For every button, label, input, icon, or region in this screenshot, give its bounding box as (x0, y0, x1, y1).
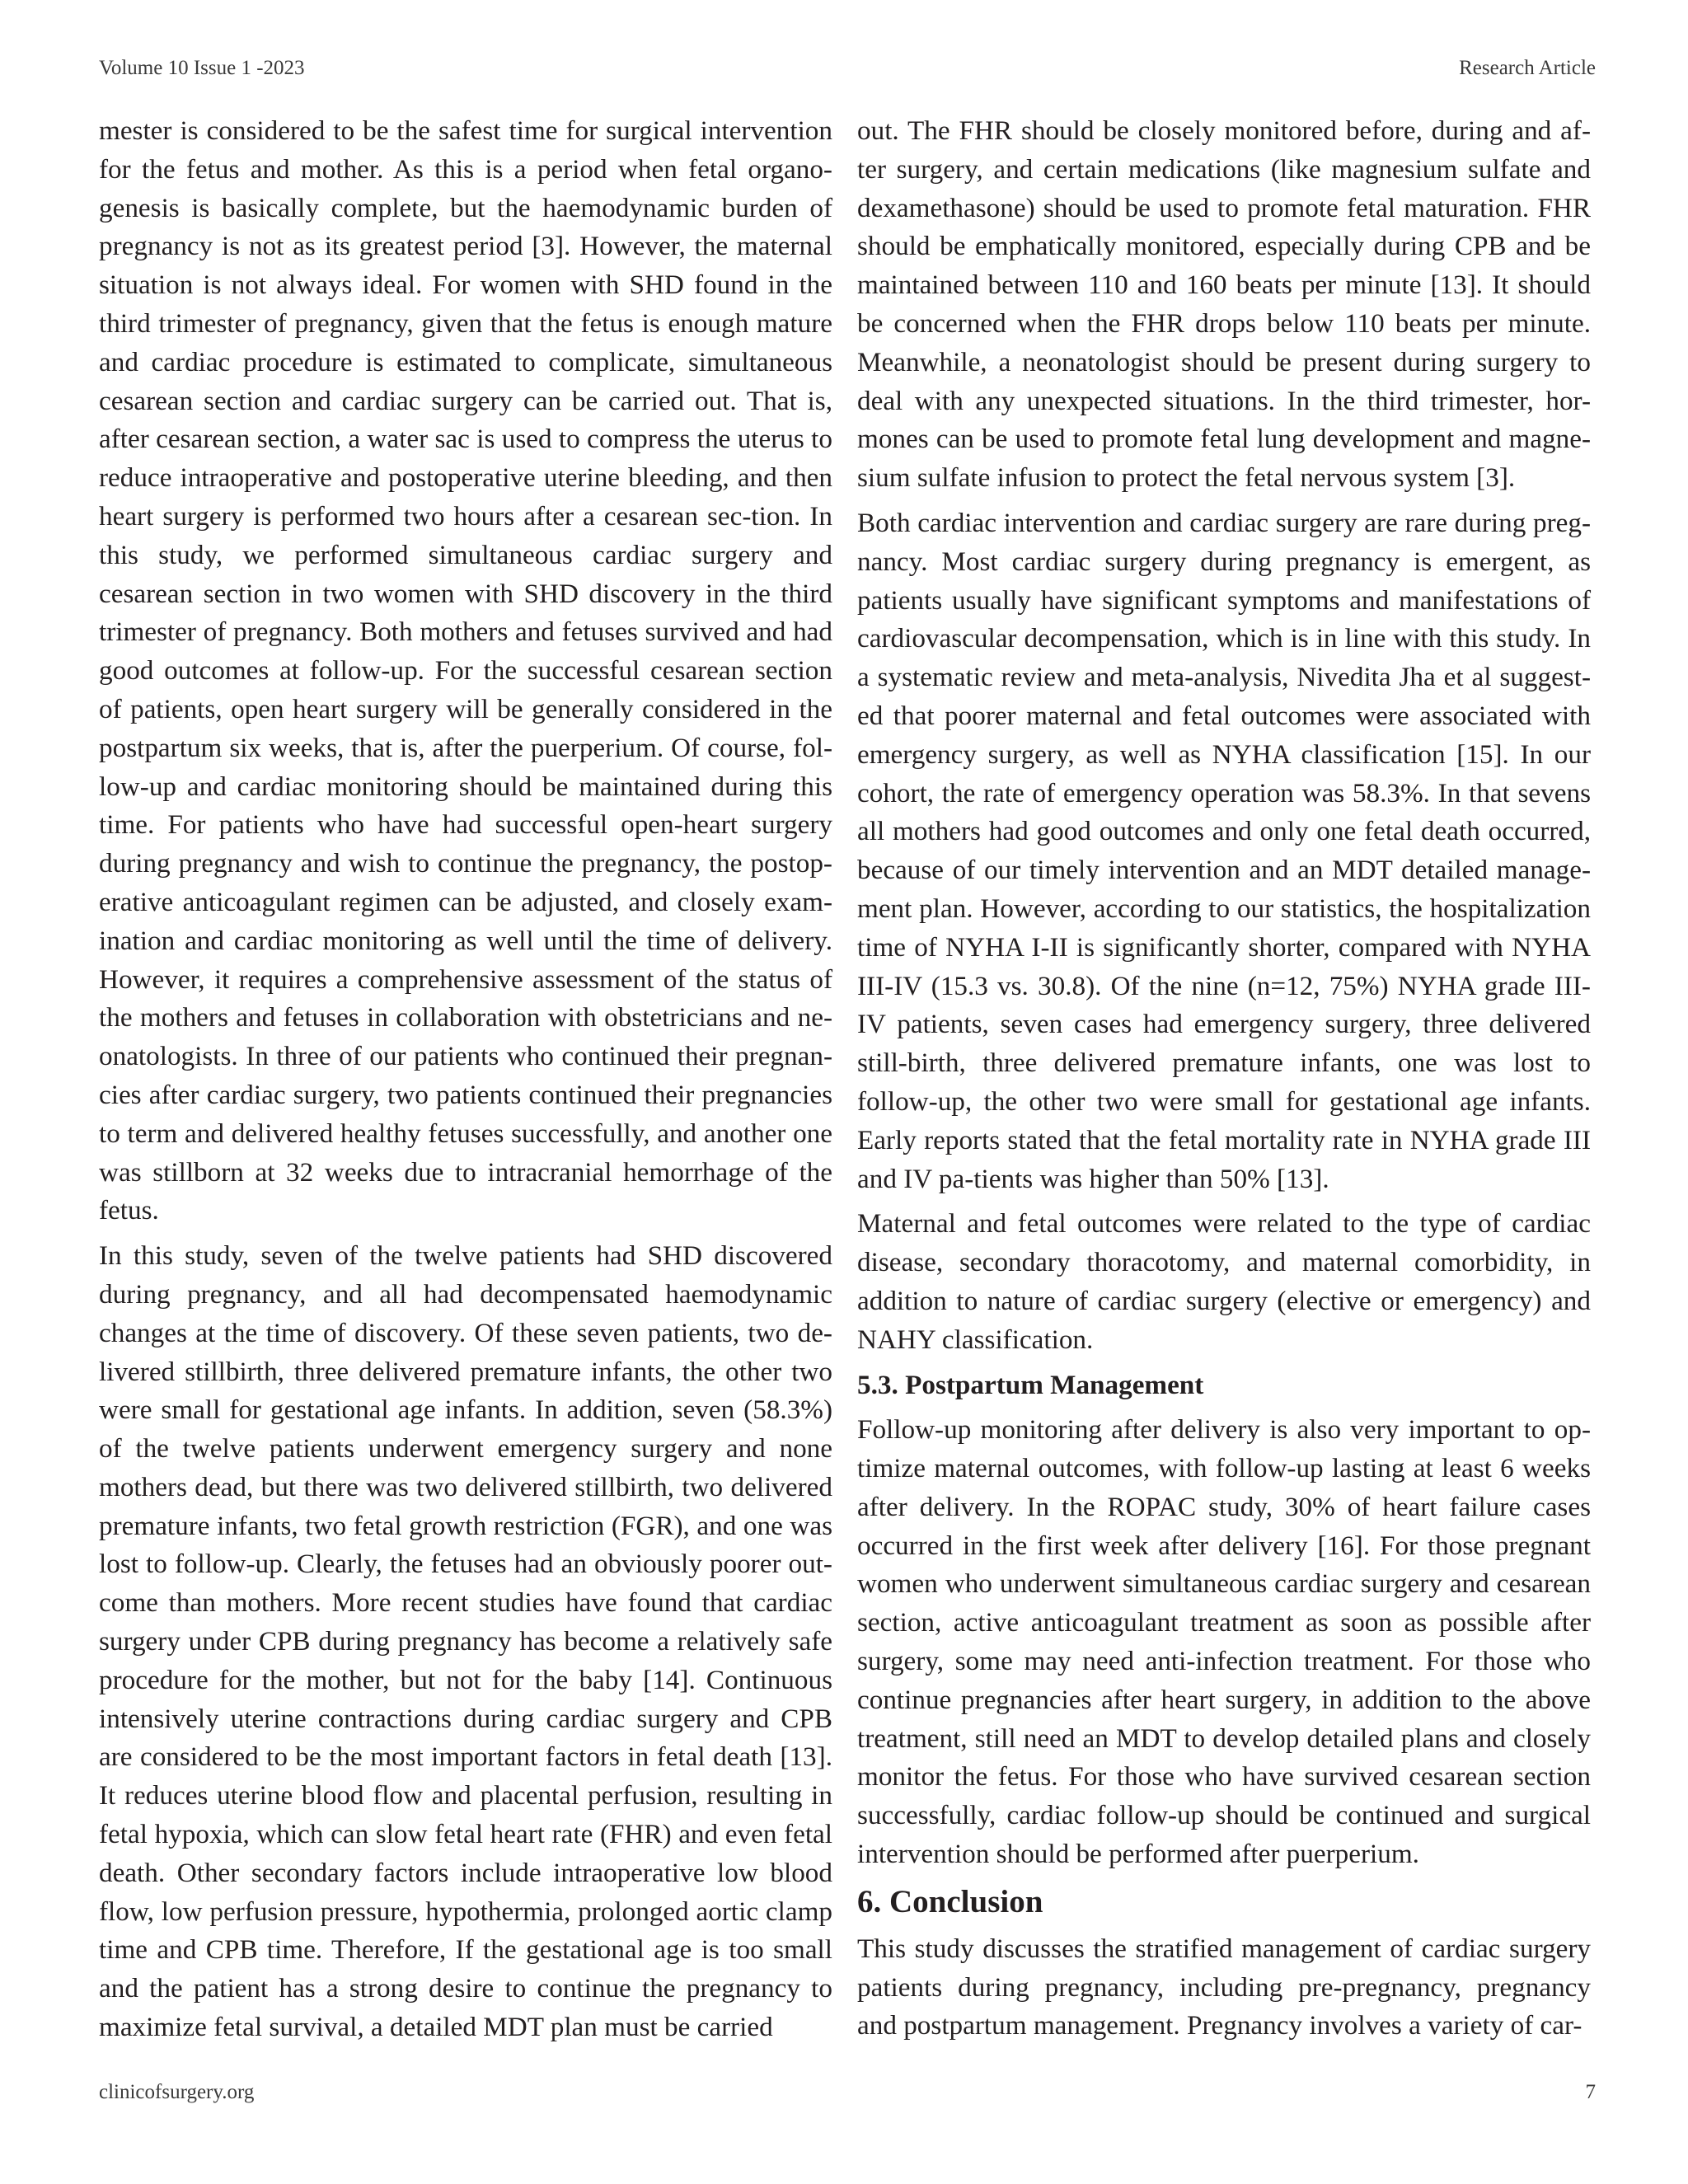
article-type: Research Article (1459, 57, 1596, 79)
paragraph: Maternal and fetal outcomes were related to the type of cardiac disease, secondary thoracotomy, and maternal comorbidity, in addition to nature of cardiac surgery (elective or emergency) and NAHY classification. (857, 1208, 1591, 1355)
paragraph: mester is considered to be the safest time for surgical intervention for the fetus and mother. As this is a period when fetal organo-genesis is basically complete, but the haemodynamic burden of pregnancy is not as its greatest period [3]. However, the maternal situation is not always ideal. For women with SHD found in the third trimester of pregnancy, given that the fetus is enough mature and cardiac procedure is estimated to complicate, simultaneous cesarean section and cardiac surgery can be carried out. That is, after cesarean section, a water sac is used to compress the uterus to reduce intraoperative and postoperative uterine bleeding, and then heart surgery is performed two hours after a cesarean sec-tion. In this study, we performed simultaneous cardiac surgery and cesarean section in two women with SHD discovery in the third trimester of pregnancy. Both mothers and fetuses survived and had good outcomes at follow-up. For the successful cesarean section of patients, open heart surgery will be generally considered in the postpartum six weeks, that is, after the puerperium. Of course, fol-low-up and cardiac monitoring should be maintained during this time. For patients who have had successful open-heart surgery during pregnancy and wish to continue the pregnancy, the postop-erative anticoagulant regimen can be adjusted, and closely exam-ination and cardiac monitoring as well until the time of delivery. However, it requires a comprehensive assessment of the status of the mothers and fetuses in collaboration with obstetricians and ne-onatologists. In three of our patients who continued their pregnan-cies after cardiac surgery, two patients continued their pregnancies to term and delivered healthy fetuses successfully, and another one was stillborn at 32 weeks due to intracranial hemorrhage of the fetus. (99, 115, 832, 1226)
paragraph: In this study, seven of the twelve patients had SHD discovered during pregnancy, and all had decompensated haemodynamic changes at the time of discovery. Of these seven patients, two de-livered stillbirth, three delivered premature infants, the other two were small for gestational age infants. In addition, seven (58.3%) of the twelve patients underwent emergency surgery and none mothers dead, but there was two delivered stillbirth, two delivered premature infants, two fetal growth restriction (FGR), and one was lost to follow-up. Clearly, the fetuses had an obviously poorer out-come than mothers. More recent studies have found that cardiac surgery under CPB during pregnancy has become a relatively safe procedure for the mother, but not for the baby [14]. Continuous intensively uterine contractions during cardiac surgery and CPB are considered to be the most important factors in fetal death [13]. It reduces uterine blood flow and placental perfusion, resulting in fetal hypoxia, which can slow fetal heart rate (FHR) and even fetal death. Other secondary factors include intraoperative low blood flow, low perfusion pressure, hypothermia, prolonged aortic clamp time and CPB time. Therefore, If the gestational age is too small and the patient has a strong desire to continue the pregnancy to maximize fetal survival, a detailed MDT plan must be carried (99, 1240, 832, 2043)
journal-volume: Volume 10 Issue 1 -2023 (99, 57, 305, 79)
footer-site-link[interactable]: clinicofsurgery.org (99, 2081, 255, 2103)
paragraph: This study discusses the stratified management of cardiac surgery patients during pregnancy, including pre-pregnancy, pregnancy and postpartum management. Pregnancy involves a variety of car- (857, 1933, 1591, 2041)
right-column (857, 112, 1591, 2052)
left-column (99, 112, 832, 2054)
section-heading-postpartum: 5.3. Postpartum Management (857, 1369, 1204, 1400)
paragraph: out. The FHR should be closely monitored before, during and af-ter surgery, and certain medications (like magnesium sulfate and dexamethasone) should be used to promote fetal maturation. FHR should be emphatically monitored, especially during CPB and be maintained between 110 and 160 beats per minute [13]. It should be concerned when the FHR drops below 110 beats per minute. Meanwhile, a neonatologist should be present during surgery to deal with any unexpected situations. In the third trimester, hor-mones can be used to promote fetal lung development and magne-sium sulfate infusion to protect the fetal nervous system [3]. (857, 115, 1591, 494)
section-heading-conclusion: 6. Conclusion (857, 1883, 1043, 1919)
page-number: 7 (1585, 2081, 1596, 2103)
paragraph: Follow-up monitoring after delivery is also very important to op-timize maternal outcomes, with follow-up lasting at least 6 weeks after delivery. In the ROPAC study, 30% of heart failure cases occurred in the first week after delivery [16]. For those pregnant women who underwent simultaneous cardiac surgery and cesarean section, active anticoagulant treatment as soon as possible after surgery, some may need anti-infection treatment. For those who continue pregnancies after heart surgery, in addition to the above treatment, still need an MDT to develop detailed plans and closely monitor the fetus. For those who have survived cesarean section successfully, cardiac follow-up should be continued and surgical intervention should be performed after puerperium. (857, 1414, 1591, 1870)
paragraph: Both cardiac intervention and cardiac surgery are rare during preg-nancy. Most cardiac surgery during pregnancy is emergent, as patients usually have significant symptoms and manifestations of cardiovascular decompensation, which is in line with this study. In a systematic review and meta-analysis, Nivedita Jha et al suggest-ed that poorer maternal and fetal outcomes were associated with emergency surgery, as well as NYHA classification [15]. In our cohort, the rate of emergency operation was 58.3%. In that sevens all mothers had good outcomes and only one fetal death occurred, because of our timely intervention and an MDT detailed manage-ment plan. However, according to our statistics, the hospitalization time of NYHA I-II is significantly shorter, compared with NYHA III-IV (15.3 vs. 30.8). Of the nine (n=12, 75%) NYHA grade III-IV patients, seven cases had emergency surgery, three delivered still-birth, three delivered premature infants, one was lost to follow-up, the other two were small for gestational age infants. Early reports stated that the fetal mortality rate in NYHA grade III and IV pa-tients was higher than 50% [13]. (857, 507, 1591, 1194)
